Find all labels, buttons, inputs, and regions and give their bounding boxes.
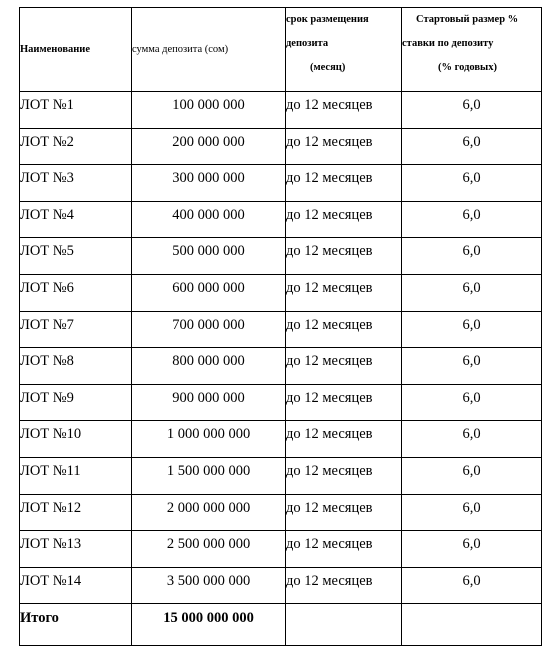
- lot-cell: ЛОТ №12: [20, 494, 132, 531]
- term-cell: до 12 месяцев: [286, 421, 402, 458]
- sum-cell: 3 500 000 000: [132, 567, 286, 604]
- sum-cell: 100 000 000: [132, 92, 286, 129]
- header-term-line-3: (месяц): [310, 62, 346, 73]
- header-row: [20, 8, 542, 92]
- table-row: [20, 92, 542, 129]
- lot-cell: ЛОТ №7: [20, 311, 132, 348]
- lot-cell: ЛОТ №2: [20, 128, 132, 165]
- header-rate-line-2: ставки по депозиту: [402, 38, 494, 49]
- rate-cell: 6,0: [402, 457, 542, 494]
- header-term: [286, 8, 402, 92]
- table-row: [20, 457, 542, 494]
- rate-cell: 6,0: [402, 92, 542, 129]
- header-term-line-2: депозита: [286, 38, 329, 49]
- table-row: [20, 274, 542, 311]
- sum-cell: 1 500 000 000: [132, 457, 286, 494]
- lot-cell: ЛОТ №14: [20, 567, 132, 604]
- term-cell: до 12 месяцев: [286, 201, 402, 238]
- sum-cell: 300 000 000: [132, 165, 286, 202]
- header-sum: [132, 8, 286, 92]
- term-cell: до 12 месяцев: [286, 92, 402, 129]
- rate-cell: 6,0: [402, 165, 542, 202]
- header-rate-line-3: (% годовых): [438, 62, 497, 73]
- table-row: [20, 311, 542, 348]
- sum-cell: 600 000 000: [132, 274, 286, 311]
- lot-cell: ЛОТ №6: [20, 274, 132, 311]
- header-rate: [402, 8, 542, 92]
- lot-cell: ЛОТ №11: [20, 457, 132, 494]
- table-row: [20, 201, 542, 238]
- table-row: [20, 421, 542, 458]
- total-term-empty: [286, 604, 402, 646]
- term-cell: до 12 месяцев: [286, 494, 402, 531]
- term-cell: до 12 месяцев: [286, 165, 402, 202]
- rate-cell: 6,0: [402, 311, 542, 348]
- lot-cell: ЛОТ №1: [20, 92, 132, 129]
- lot-cell: ЛОТ №3: [20, 165, 132, 202]
- header-sum-label: сумма депозита (сом): [132, 44, 229, 55]
- table-row: [20, 531, 542, 568]
- term-cell: до 12 месяцев: [286, 567, 402, 604]
- total-row: [20, 604, 542, 646]
- total-sum: 15 000 000 000: [132, 604, 286, 646]
- rate-cell: 6,0: [402, 384, 542, 421]
- lot-cell: ЛОТ №5: [20, 238, 132, 275]
- rate-cell: 6,0: [402, 348, 542, 385]
- header-term-line-1: срок размещения: [286, 14, 369, 25]
- sum-cell: 400 000 000: [132, 201, 286, 238]
- table-row: [20, 494, 542, 531]
- table-row: [20, 128, 542, 165]
- rate-cell: 6,0: [402, 274, 542, 311]
- term-cell: до 12 месяцев: [286, 128, 402, 165]
- term-cell: до 12 месяцев: [286, 238, 402, 275]
- total-rate-empty: [402, 604, 542, 646]
- rate-cell: 6,0: [402, 494, 542, 531]
- term-cell: до 12 месяцев: [286, 531, 402, 568]
- sum-cell: 200 000 000: [132, 128, 286, 165]
- term-cell: до 12 месяцев: [286, 384, 402, 421]
- lot-cell: ЛОТ №13: [20, 531, 132, 568]
- rate-cell: 6,0: [402, 238, 542, 275]
- sum-cell: 800 000 000: [132, 348, 286, 385]
- term-cell: до 12 месяцев: [286, 457, 402, 494]
- table-row: [20, 165, 542, 202]
- sum-cell: 1 000 000 000: [132, 421, 286, 458]
- table-body: [20, 92, 542, 604]
- sum-cell: 2 000 000 000: [132, 494, 286, 531]
- deposit-lots-table: [19, 7, 542, 646]
- sum-cell: 900 000 000: [132, 384, 286, 421]
- term-cell: до 12 месяцев: [286, 274, 402, 311]
- sum-cell: 700 000 000: [132, 311, 286, 348]
- sum-cell: 2 500 000 000: [132, 531, 286, 568]
- header-name-label: Наименование: [20, 44, 90, 55]
- lot-cell: ЛОТ №10: [20, 421, 132, 458]
- table-row: [20, 348, 542, 385]
- table-row: [20, 567, 542, 604]
- rate-cell: 6,0: [402, 531, 542, 568]
- lot-cell: ЛОТ №9: [20, 384, 132, 421]
- sum-cell: 500 000 000: [132, 238, 286, 275]
- table-row: [20, 384, 542, 421]
- lot-cell: ЛОТ №8: [20, 348, 132, 385]
- rate-cell: 6,0: [402, 128, 542, 165]
- header-rate-line-1: Стартовый размер %: [416, 14, 519, 25]
- term-cell: до 12 месяцев: [286, 311, 402, 348]
- term-cell: до 12 месяцев: [286, 348, 402, 385]
- lot-cell: ЛОТ №4: [20, 201, 132, 238]
- table-row: [20, 238, 542, 275]
- rate-cell: 6,0: [402, 201, 542, 238]
- rate-cell: 6,0: [402, 567, 542, 604]
- total-label: Итого: [20, 604, 132, 646]
- header-name: [20, 8, 132, 92]
- rate-cell: 6,0: [402, 421, 542, 458]
